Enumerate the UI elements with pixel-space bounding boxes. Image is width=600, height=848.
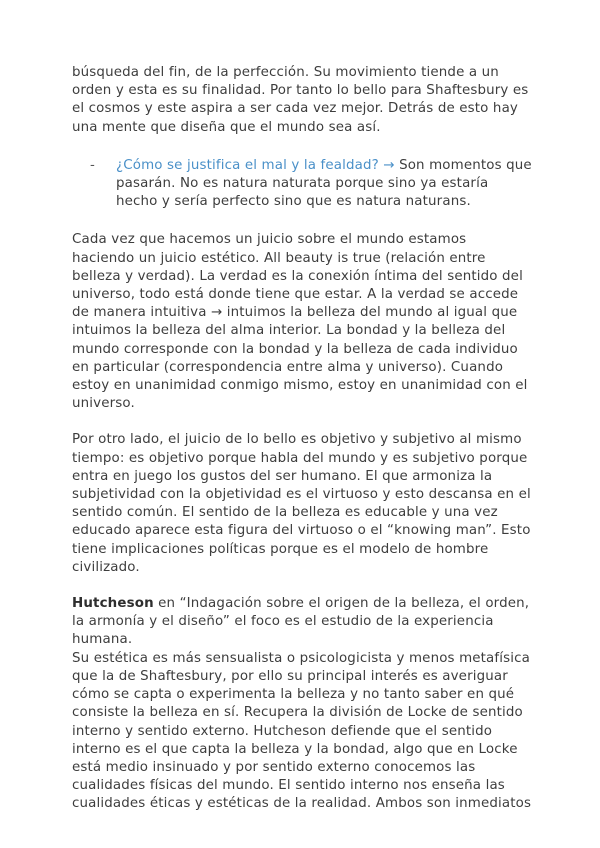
hutcheson-intro-text: en “Indagación sobre el origen de la belleza, el orden, la armonía y el diseño” el foco es el estudio de la experiencia humana. [72,596,530,648]
paragraph-objective-subjective: Por otro lado, el juicio de lo bello es objetivo y subjetivo al mismo tiempo: es objetivo porque habla del mundo y es subjetivo porque entra en juego los gustos del ser humano. El que armoniza la subjetividad con la objetividad es el virtuoso y esto descansa en el sentido común. El sentido de la belleza es educable y una vez educado aparece esta figura del virtuoso o el “knowing man”. Esto tiene implicaciones políticas porque es el modelo de hombre civilizado. [72,432,531,575]
hutcheson-name: Hutcheson [72,596,154,612]
bullet-dash: - [90,157,95,173]
paragraph-hutcheson-intro [72,595,532,650]
document-page [72,64,532,832]
bullet-question: ¿Cómo se justifica el mal y la fealdad? → [116,157,395,173]
paragraph-shaftesbury-cosmos: búsqueda del fin, de la perfección. Su movimiento tiende a un orden y esta es su finalidad. Por tanto lo bello para Shaftesbury es el cosmos y este aspira a ser cada vez mejor. Detrás de esto hay una mente que diseña que el mundo sea así. [72,65,529,135]
paragraph-aesthetic-judgment: Cada vez que hacemos un juicio sobre el mundo estamos haciendo un juicio estético. All beauty is true (relación entre belleza y verdad). La verdad es la conexión íntima del sentido del universo, todo está donde tiene que estar. A la verdad se accede de manera intuitiva → intuimos la belleza del mundo al igual que intuimos la belleza del alma interior. La bondad y la belleza del mundo corresponde con la bondad y la belleza de cada individuo en particular (correspondencia entre alma y universo). Cuando estoy en unanimidad conmigo mismo, estoy en unanimidad con el universo. [72,232,528,412]
paragraph-hutcheson-aesthetics: Su estética es más sensualista o psicologicista y menos metafísica que la de Shaftesbury, por ello su principal interés es averiguar cómo se capta o experimenta la belleza y no tanto saber en qué consiste la belleza en sí. Recupera la división de Locke de sentido interno y sentido externo. Hutcheson defiende que el sentido interno es el que capta la belleza y la bondad, algo que en Locke está medio insinuado y por sentido externo conocemos las cualidades físicas del mundo. El sentido interno nos enseña las cualidades éticas y estéticas de la realidad. Ambos son inmediatos [72,650,532,812]
bullet-item-evil-ugliness [72,157,532,212]
bullet-answer: Son momentos que pasarán. No es natura naturata porque sino ya estaría hecho y sería perfecto sino que es natura naturans. [116,157,532,210]
